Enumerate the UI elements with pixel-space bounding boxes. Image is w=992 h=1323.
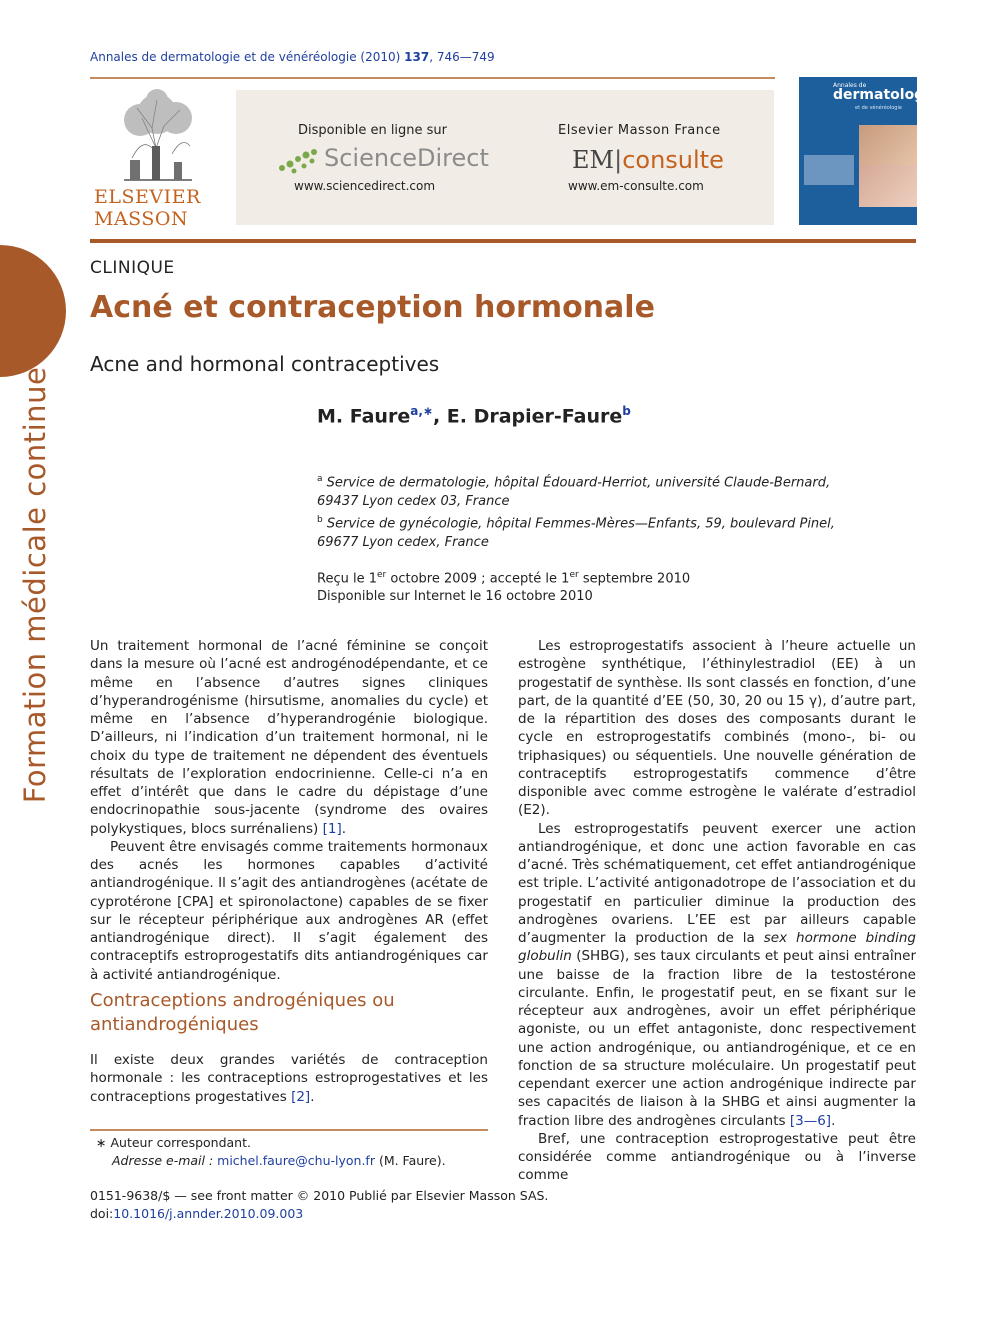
author-2: E. Drapier-Faure	[446, 405, 623, 428]
footnote-author-label: Auteur correspondant.	[110, 1135, 251, 1150]
journal-cover[interactable]	[799, 77, 939, 225]
authors	[317, 404, 631, 427]
article-subtitle: Acne and hormonal contraceptives	[90, 352, 440, 376]
header-bottom-rule	[90, 239, 916, 243]
copyright-block	[90, 1187, 548, 1223]
elsevier-tree-icon	[112, 88, 202, 183]
sciencedirect-available-label: Disponible en ligne sur	[298, 123, 448, 138]
paragraph: Bref, une contraception estroprogestative peut être considérée comme antiandrogénique ou à l’inverse comme	[518, 1130, 916, 1184]
section-label: CLINIQUE	[90, 258, 175, 278]
emconsulte-logo[interactable]: EM|consulte	[572, 146, 724, 174]
online-date: Disponible sur Internet le 16 octobre 2010	[317, 589, 593, 605]
author-2-affiliation-link[interactable]: b	[622, 404, 631, 418]
section-heading: Contraceptions androgéniques ou antiandrogéniques	[90, 990, 395, 1035]
body-column-left-continued	[90, 1051, 488, 1106]
doi-label: doi:	[90, 1206, 114, 1221]
affiliation-a-marker: a	[317, 474, 323, 484]
paragraph: Les estroprogestatifs peuvent exercer une action antiandrogénique, et donc une action favorable en cas d’acné. Très schématiquement, cet effet antiandrogénique est triple. L’activité antigonadotrope de l’association et du progestatif en particulier diminue la production des androgènes ovariens. L’EE est par ailleurs capable d’augmenter la production de la sex hormone binding globulin (SHBG), ses taux circulants et peut ainsi entraîner une baisse de la fraction libre de la testostérone circulante. Enfin, le progestatif peut, en se fixant sur le récepteur aux androgènes, avoir un effet périphérique agoniste, ou un effet antagoniste, donc respectivement une action androgénique, ou antiandrogénique, et ce en fonction de sa structure moléculaire. Un progestatif peut cependant exercer une action androgénique indirecte par ses capacités de liaison à la SHBG et ainsi augmenter la fraction libre des androgènes circulants [3—6].	[518, 820, 917, 1129]
citation-link[interactable]: [2]	[291, 1088, 311, 1105]
sciencedirect-logo-text: ScienceDirect	[324, 144, 489, 172]
em-publisher-label: Elsevier Masson France	[558, 123, 721, 138]
emconsulte-url[interactable]: www.em-consulte.com	[568, 179, 704, 193]
body-column-right	[518, 637, 916, 1185]
cover-small-text: Annales de	[833, 82, 867, 89]
sciencedirect-leaves-icon	[276, 146, 322, 176]
author-1-affiliation-link[interactable]: a,∗	[410, 404, 433, 418]
footnote-rule	[90, 1129, 488, 1131]
affiliation-b-marker: b	[317, 515, 323, 526]
article-dates	[317, 566, 690, 606]
header-rule	[90, 77, 775, 79]
paragraph: Les estroprogestatifs associent à l’heure actuelle un estrogène synthétique, l’éthinylestradiol (EE) à un progestatif de synthèse. Ils sont classés en fonction, d’une part, de la quantité d’EE (50, 30, 20 ou 15 γ), d’autre part, de la répartition des doses des composants durant le cycle en estroprogestatifs combinés (mono-, bi- ou triphasiques) ou séquentiels. Une nouvelle génération de contraceptifs estroprogestatifs commence d’être disponible avec comme estrogène le valérate d’estradiol (E2).	[518, 638, 916, 819]
logo-text-masson: MASSON	[94, 208, 189, 230]
citation-link[interactable]: [3—6]	[789, 1112, 832, 1129]
article-title: Acné et contraception hormonale	[90, 290, 655, 325]
affiliation-b	[317, 511, 857, 552]
cover-image-top	[859, 125, 917, 165]
paragraph: Il existe deux grandes variétés de contraception hormonale : les contraceptions estroprogestatives et les contraceptions progestatives [2].	[90, 1052, 488, 1105]
journal-volume: 137	[404, 50, 430, 64]
author-email-link[interactable]: michel.faure@chu-lyon.fr	[217, 1153, 375, 1168]
body-column-left	[90, 637, 488, 984]
footnote-email-name: (M. Faure).	[374, 1153, 446, 1168]
journal-name: Annales de dermatologie et de vénéréologie (2010)	[90, 50, 401, 64]
emconsulte-logo-consulte: consulte	[622, 146, 724, 174]
availability-banner	[236, 90, 774, 225]
cover-image-bottom	[859, 165, 917, 207]
emconsulte-logo-em: EM	[572, 146, 615, 174]
affiliation-a-text: Service de dermatologie, hôpital Édouard-Herriot, université Claude-Bernard, 69437 Lyon cedex 03, France	[317, 475, 831, 509]
side-tab	[0, 245, 66, 377]
journal-citation[interactable]	[90, 50, 495, 64]
doi-link[interactable]: 10.1016/j.annder.2010.09.003	[113, 1206, 304, 1221]
footnote-email-label: Adresse e-mail :	[112, 1153, 218, 1168]
affiliation-a	[317, 470, 857, 511]
issn-copyright: 0151-9638/$ — see front matter © 2010 Publié par Elsevier Masson SAS.	[90, 1188, 549, 1203]
sciencedirect-logo[interactable]	[276, 144, 489, 176]
paragraph: Un traitement hormonal de l’acné féminine se conçoit dans la mesure où l’acné est androgénodépendante, et ce même en l’absence d’autres signes cliniques d’hyperandrogénisme (hirsutisme, anomalies du cycle) et même en l’absence d’hyperandrogénie biologique. D’ailleurs, ni l’indication d’un traitement hormonal, ni le choix du type de traitement ne dépendent des éventuels résultats de l’exploration endocrinienne. Celle-ci n’a en effet d’intérêt que dans le cadre du dépistage d’une endocrinopathie sous-jacente (syndrome des ovaires polykystiques, blocs surrénaliens) [1].	[90, 638, 488, 837]
affiliation-b-text: Service de gynécologie, hôpital Femmes-Mères—Enfants, 59, boulevard Pinel, 69677 Lyon cedex, France	[317, 516, 835, 551]
footnote-star: ∗	[96, 1135, 107, 1150]
citation-link[interactable]: [1]	[322, 820, 342, 837]
received-accepted: Reçu le 1er octobre 2009 ; accepté le 1er septembre 2010	[317, 570, 691, 587]
cover-subtitle: et de vénéréologie	[855, 105, 902, 111]
logo-text-elsevier: ELSEVIER	[94, 186, 201, 208]
sciencedirect-url[interactable]: www.sciencedirect.com	[294, 179, 436, 193]
side-tab-label	[10, 366, 60, 804]
author-1: M. Faure	[317, 405, 411, 428]
paragraph: Peuvent être envisagés comme traitements hormonaux des acnés les hormones capables d’activité antiandrogénique. Il s’agit des antiandrogènes (acétate de cyprotérone [CPA] et spironolactone) capables de se fixer sur le récepteur périphérique aux androgènes AR (effet antiandrogénique direct). Il s’agit également des contraceptifs estroprogestatifs dits antiandrogéniques car à activité antiandrogénique.	[90, 838, 488, 983]
footnote	[96, 1134, 446, 1170]
affiliations	[317, 470, 857, 553]
journal-pages: , 746—749	[429, 50, 495, 64]
side-tab-text: Formation médicale continue	[18, 366, 52, 804]
cover-contents-box	[804, 155, 854, 185]
cover-title: dermatologie	[833, 87, 939, 103]
elsevier-masson-logo[interactable]	[92, 88, 216, 230]
author-separator: ,	[432, 405, 447, 428]
